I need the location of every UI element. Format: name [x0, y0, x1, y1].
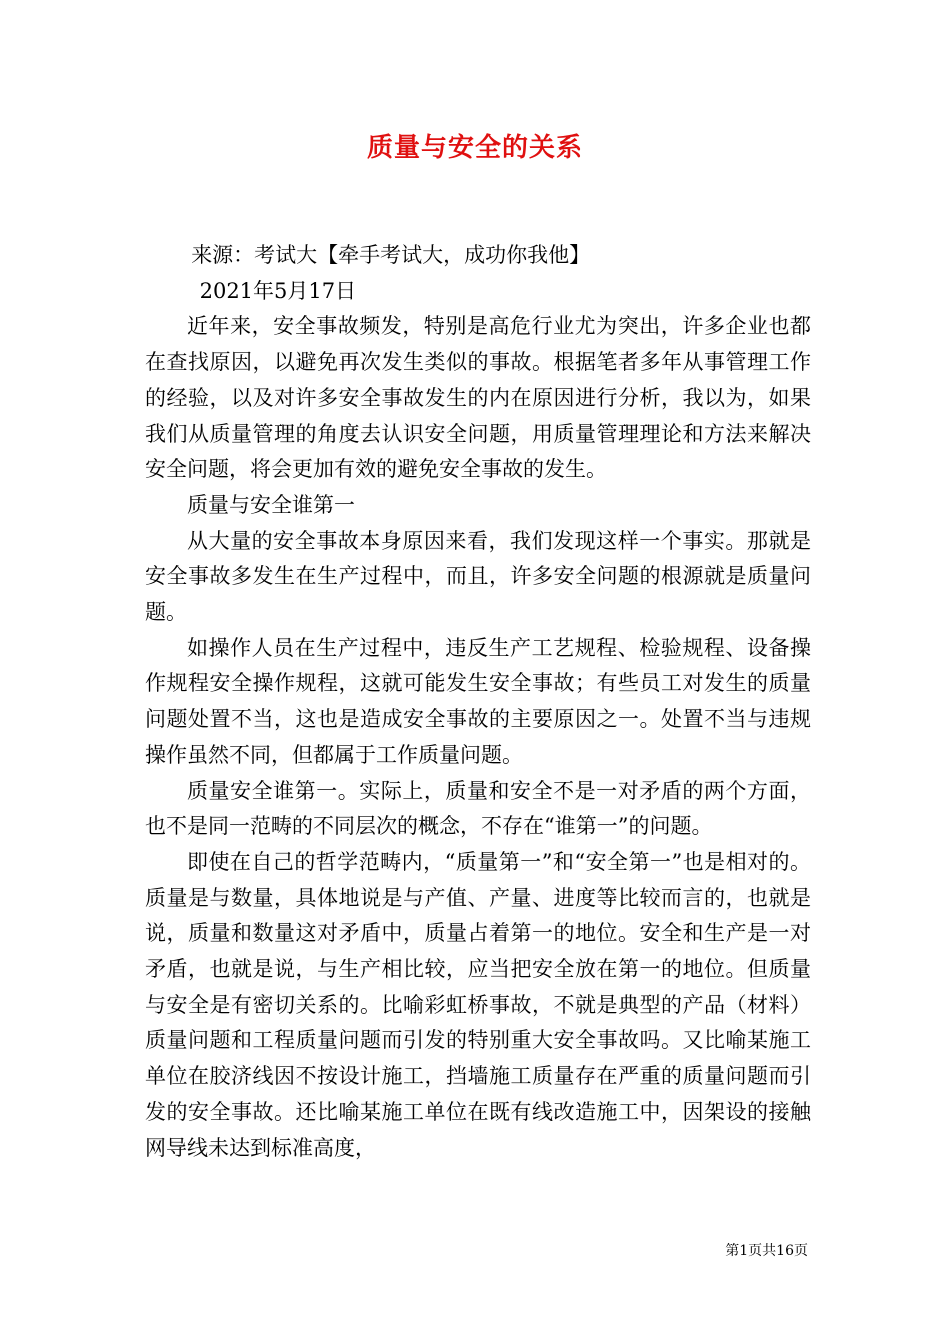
source-line: 来源：考试大【牵手考试大，成功你我他】	[191, 243, 591, 267]
section-heading: 质量与安全谁第一	[187, 492, 355, 517]
page-indicator: 第1页共16页	[725, 1243, 808, 1259]
document-body	[145, 238, 811, 1166]
paragraph-intro: 近年来，安全事故频发，特别是高危行业尤为突出，许多企业也都在查找原因，以避免再次发生类似的事故。根据笔者多年从事管理工作的经验，以及对许多安全事故发生的内在原因进行分析，我以为，如果我们从质量管理的角度去认识安全问题，用质量管理理论和方法来解决安全问题，将会更加有效的避免安全事故的发生。	[145, 314, 811, 482]
document-title: 质量与安全的关系	[366, 133, 583, 163]
date-line: 2021年5月17日	[199, 278, 357, 303]
paragraph-fact: 从大量的安全事故本身原因来看，我们发现这样一个事实。那就是安全事故多发生在生产过程中，而且，许多安全问题的根源就是质量问题。	[145, 528, 811, 625]
paragraph-priority: 质量安全谁第一。实际上，质量和安全不是一对矛盾的两个方面，也不是同一范畴的不同层次的概念，不存在“谁第一”的问题。	[145, 778, 811, 839]
paragraph-philosophy: 即使在自己的哲学范畴内，“质量第一”和“安全第一”也是相对的。质量是与数量，具体地说是与产值、产量、进度等比较而言的，也就是说，质量和数量这对矛盾中，质量占着第一的地位。安全和生产是一对矛盾，也就是说，与生产相比较，应当把安全放在第一的地位。但质量与安全是有密切关系的。比喻彩虹桥事故，不就是典型的产品（材料）质量问题和工程质量问题而引发的特别重大安全事故吗。又比喻某施工单位在胶济线因不按设计施工，挡墙施工质量存在严重的质量问题而引发的安全事故。还比喻某施工单位在既有线改造施工中，因架设的接触网导线未达到标准高度，	[145, 849, 811, 1160]
paragraph-example: 如操作人员在生产过程中，违反生产工艺规程、检验规程、设备操作规程安全操作规程，这就可能发生安全事故；有些员工对发生的质量问题处置不当，这也是造成安全事故的主要原因之一。处置不当与违规操作虽然不同，但都属于工作质量问题。	[145, 635, 811, 767]
